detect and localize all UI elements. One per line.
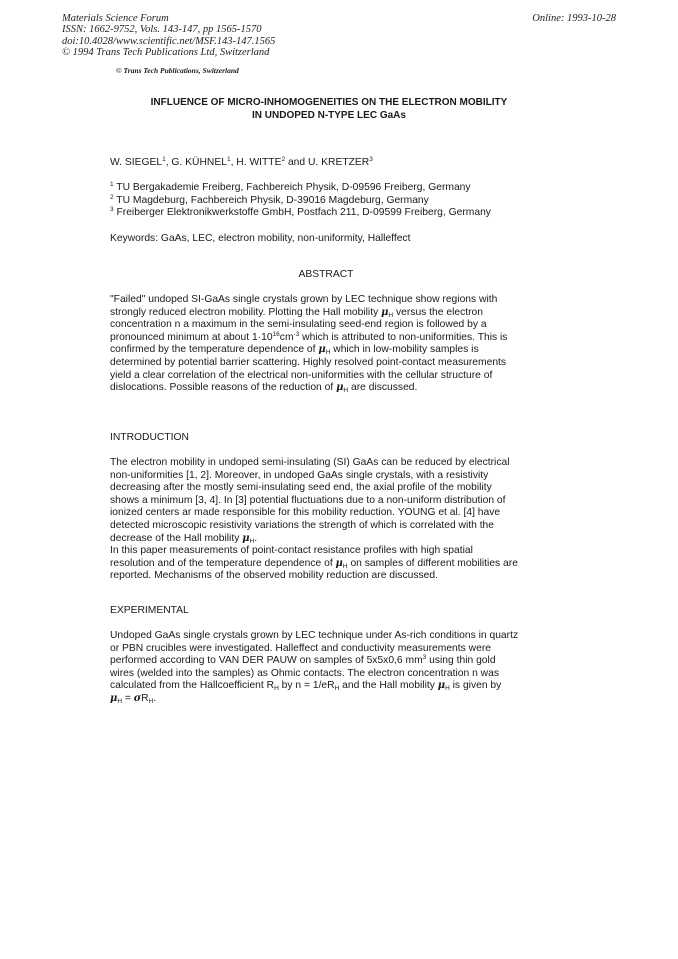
doi-line: doi:10.4028/www.scientific.net/MSF.143-147.1565 (62, 35, 276, 47)
mu-symbol: μ (242, 532, 250, 544)
affiliation-text: TU Magdeburg, Fachbereich Physik, D-39016 Magdeburg, Germany (113, 194, 429, 206)
author-affiliation-mark: 1 (162, 156, 166, 163)
online-date: Online: 1993-10-28 (532, 13, 616, 24)
author-name: W. SIEGEL (110, 157, 163, 168)
mu-symbol: μ (336, 382, 344, 394)
author-name: , G. KÜHNEL (165, 157, 227, 168)
affiliation-number: 3 (110, 206, 114, 214)
journal-name: Materials Science Forum (62, 13, 169, 24)
affiliation-number: 2 (110, 193, 114, 201)
affiliations (110, 182, 542, 220)
title-line-1: INFLUENCE OF MICRO-INHOMOGENEITIES ON THE ELECTRON MOBILITY (150, 97, 508, 108)
author-name: , H. WITTE (230, 157, 282, 168)
sigma-symbol: σ (133, 692, 142, 704)
title-line-2: IN UNDOPED N-TYPE LEC GaAs (252, 109, 406, 121)
author-affiliation-mark: 1 (226, 156, 231, 163)
copyright-line: © 1994 Trans Tech Publications Ltd, Switzerland (62, 46, 270, 58)
affiliation-number: 1 (110, 181, 114, 188)
introduction-heading: INTRODUCTION (110, 432, 189, 443)
mu-symbol: μ (381, 306, 389, 318)
abstract-heading: ABSTRACT (298, 269, 354, 280)
affiliation-text: Freiberger Elektronikwerkstoffe GmbH, Postfach 211, D-09599 Freiberg, Germany (113, 207, 491, 219)
abstract-body: "Failed" undoped SI-GaAs single crystals grown by LEC technique show regions with strongly reduced electron mobility. Plotting the Hall mobility $\mu_H$ versus the electron concentration n a maximum in the semi-insulating seed-end region is followed by a pronounced minimum at about $1\cdot 10^{16}cm^{-3}$ which is attributed to non-uniformities. This is confirmed by the temperature dependence of $\mu_H$ which in low-mobility samples is determined by potential barrier scattering. Highly resolved point-contact measurements yield a clear correlation of the electrical non-uniformities with the cellular structure of dislocations. Possible reasons of the reduction of $\mu_H$ are discussed. (110, 294, 508, 395)
issn-line: ISSN: 1662-9752, Vols. 143-147, pp 1565-1570 (62, 24, 262, 36)
mu-symbol: μ (437, 680, 446, 692)
journal-header (62, 13, 275, 58)
author-affiliation-mark: 2 (281, 156, 286, 163)
author-name: and U. KRETZER (285, 157, 370, 168)
author-list (110, 157, 542, 170)
author-affiliation-mark: 3 (369, 156, 373, 163)
affiliation-text: TU Bergakademie Freiberg, Fachbereich Physik, D-09596 Freiberg, Germany (113, 182, 471, 193)
introduction-body: The electron mobility in undoped semi-insulating (SI) GaAs can be reduced by electrical non-uniformities [1, 2]. Moreover, in undoped GaAs single crystals, with a resistivity decreasing after the mostly semi-insulating seed end, the axial profile of the mobility shows a minimum [3, 4]. In [3] potential fluctuations due to a non-uniform distribution of ionized centers ar made responsible for this mobility reduction. YOUNG et al. [4] have detected microscopic resistivity variations the strength of which is correlated with the decrease of the Hall mobility $\mu_H$. In this paper measurements of point-contact resistance profiles with high spatial resolution and of the temperature dependence of $\mu_H$ on samples of different mobilities are reported. Mechanisms of the observed mobility reduction are discussed. (110, 457, 518, 582)
paper-title (60, 97, 598, 122)
affiliation-item (110, 182, 542, 195)
experimental-heading: EXPERIMENTAL (110, 605, 189, 616)
affiliation-item (110, 195, 542, 208)
mu-symbol: μ (318, 344, 326, 356)
affiliation-item (110, 207, 542, 220)
experimental-body: Undoped GaAs single crystals grown by LEC technique under As-rich conditions in quartz or PBN crucibles were investigated. Halleffect and conductivity measurements were performed according to VAN DER PAUW on samples of 5x5x0,6 $mm^3$ using thin gold wires (welded into the samples) as Ohmic contacts. The electron concentration n was calculated from the Hallcoefficient $R_H$ by $n = 1/eR_H$ and the Hall mobility $\mu_H$ is given by $\mu_H = \sigma R_H$. (110, 630, 519, 705)
publisher-note: © Trans Tech Publications, Switzerland (116, 66, 239, 75)
keywords: Keywords: GaAs, LEC, electron mobility, non-uniformity, Halleffect (110, 233, 411, 244)
mu-symbol: μ (110, 692, 118, 704)
mu-symbol: μ (335, 557, 343, 569)
